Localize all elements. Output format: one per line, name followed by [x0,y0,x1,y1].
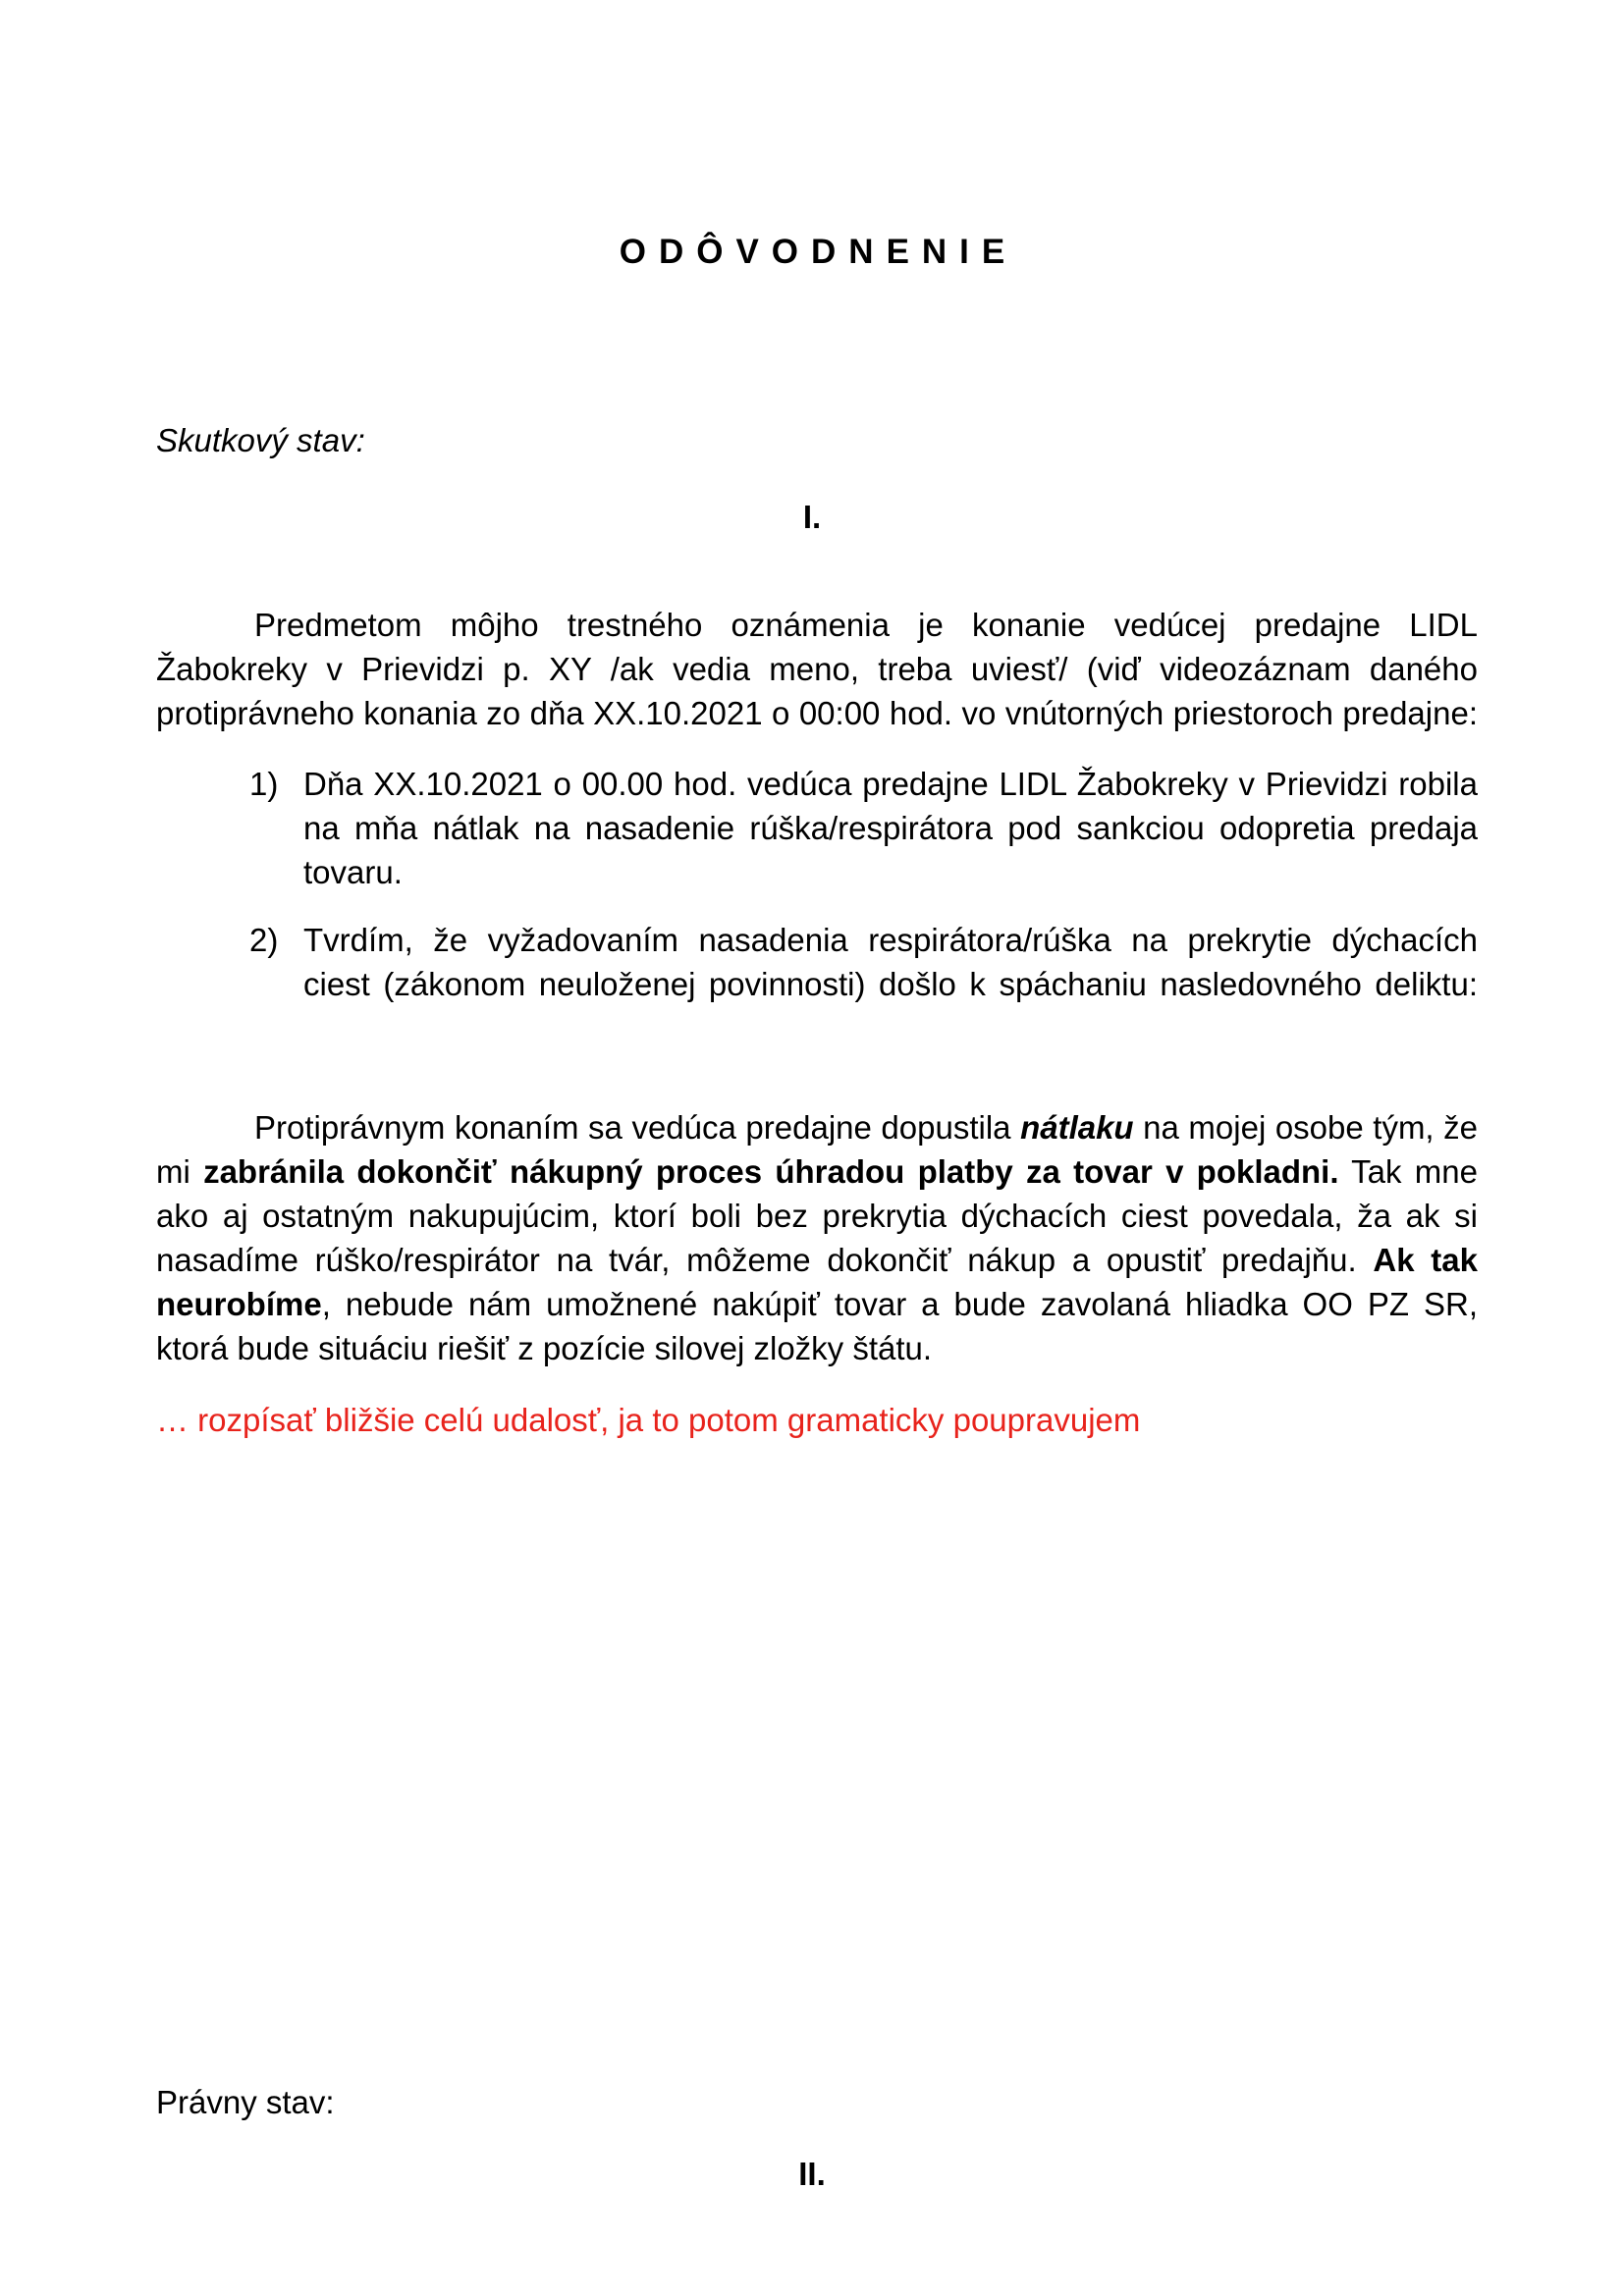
section-label-legal: Právny stav: [156,2084,335,2120]
paragraph-coercion [156,1105,1478,1370]
section-label-facts: Skutkový stav: [156,422,365,458]
list-item-line: ciest (zákonom neuloženej povinnosti) došlo k spáchaniu nasledovného deliktu: [303,966,1478,1002]
editor-note [156,1398,1478,1442]
bold-text: zabránila dokončiť nákupný proces úhradou platby za tovar v pokladni. [203,1153,1339,1190]
list-item-line: Tvrdím, že vyžadovaním nasadenia respirátora/rúška na prekrytie dýchacích [303,922,1478,958]
list-item-line: na mňa nátlak na nasadenie rúška/respirátora pod sankciou odopretia predaja [303,810,1478,846]
paragraph-line: ktorá bude situáciu riešiť z pozície silovej zložky štátu. [156,1330,933,1366]
list-item-number: 2) [249,922,279,958]
section-number-2: II. [798,2156,826,2192]
list-item [249,918,1478,1006]
emphasis-text: nátlaku [1020,1109,1134,1146]
paragraph-line: Predmetom môjho trestného oznámenia je konanie vedúcej predajne LIDL [254,607,1478,643]
paragraph-line [156,1105,1478,1149]
document-title: ODÔVODNENIE [619,233,1018,271]
numbered-list [249,762,1478,1006]
section-number-1: I. [802,499,822,535]
paragraph-line [156,1282,1478,1326]
paragraph-line: protiprávneho konania zo dňa XX.10.2021 o 00:00 hod. vo vnútorných priestoroch predajne: [156,695,1478,731]
paragraph-line: ako aj ostatným nakupujúcim, ktorí boli bez prekrytia dýchacích ciest povedala, ža ak si [156,1198,1478,1234]
list-item [249,762,1478,894]
list-item-line: Dňa XX.10.2021 o 00.00 hod. vedúca predajne LIDL Žabokreky v Prievidzi robila [303,766,1478,802]
text-run: Tak mne [1338,1153,1478,1190]
paragraph-line: Žabokreky v Prievidzi p. XY /ak vedia meno, treba uviesť/ (viď videozáznam daného [156,651,1478,687]
paragraph-line [156,1149,1478,1194]
editor-note-text: … rozpísať bližšie celú udalosť, ja to potom gramaticky poupravujem [156,1402,1141,1438]
text-run: mi [156,1153,204,1190]
bold-text: Ak tak [1373,1242,1478,1278]
text-run: nasadíme rúško/respirátor na tvár, môžeme dokončiť nákup a opustiť predajňu. [156,1242,1374,1278]
paragraph-line [156,1238,1478,1282]
paragraph-subject [156,603,1478,735]
list-item-number: 1) [249,766,279,802]
list-item-line: tovaru. [303,854,403,890]
bold-text: neurobíme [156,1286,322,1322]
text-run: Protiprávnym konaním sa vedúca predajne dopustila [254,1109,1021,1146]
text-run: na mojej osobe tým, že [1133,1109,1479,1146]
text-run: , nebude nám umožnené nakúpiť tovar a bude zavolaná hliadka OO PZ SR, [321,1286,1478,1322]
